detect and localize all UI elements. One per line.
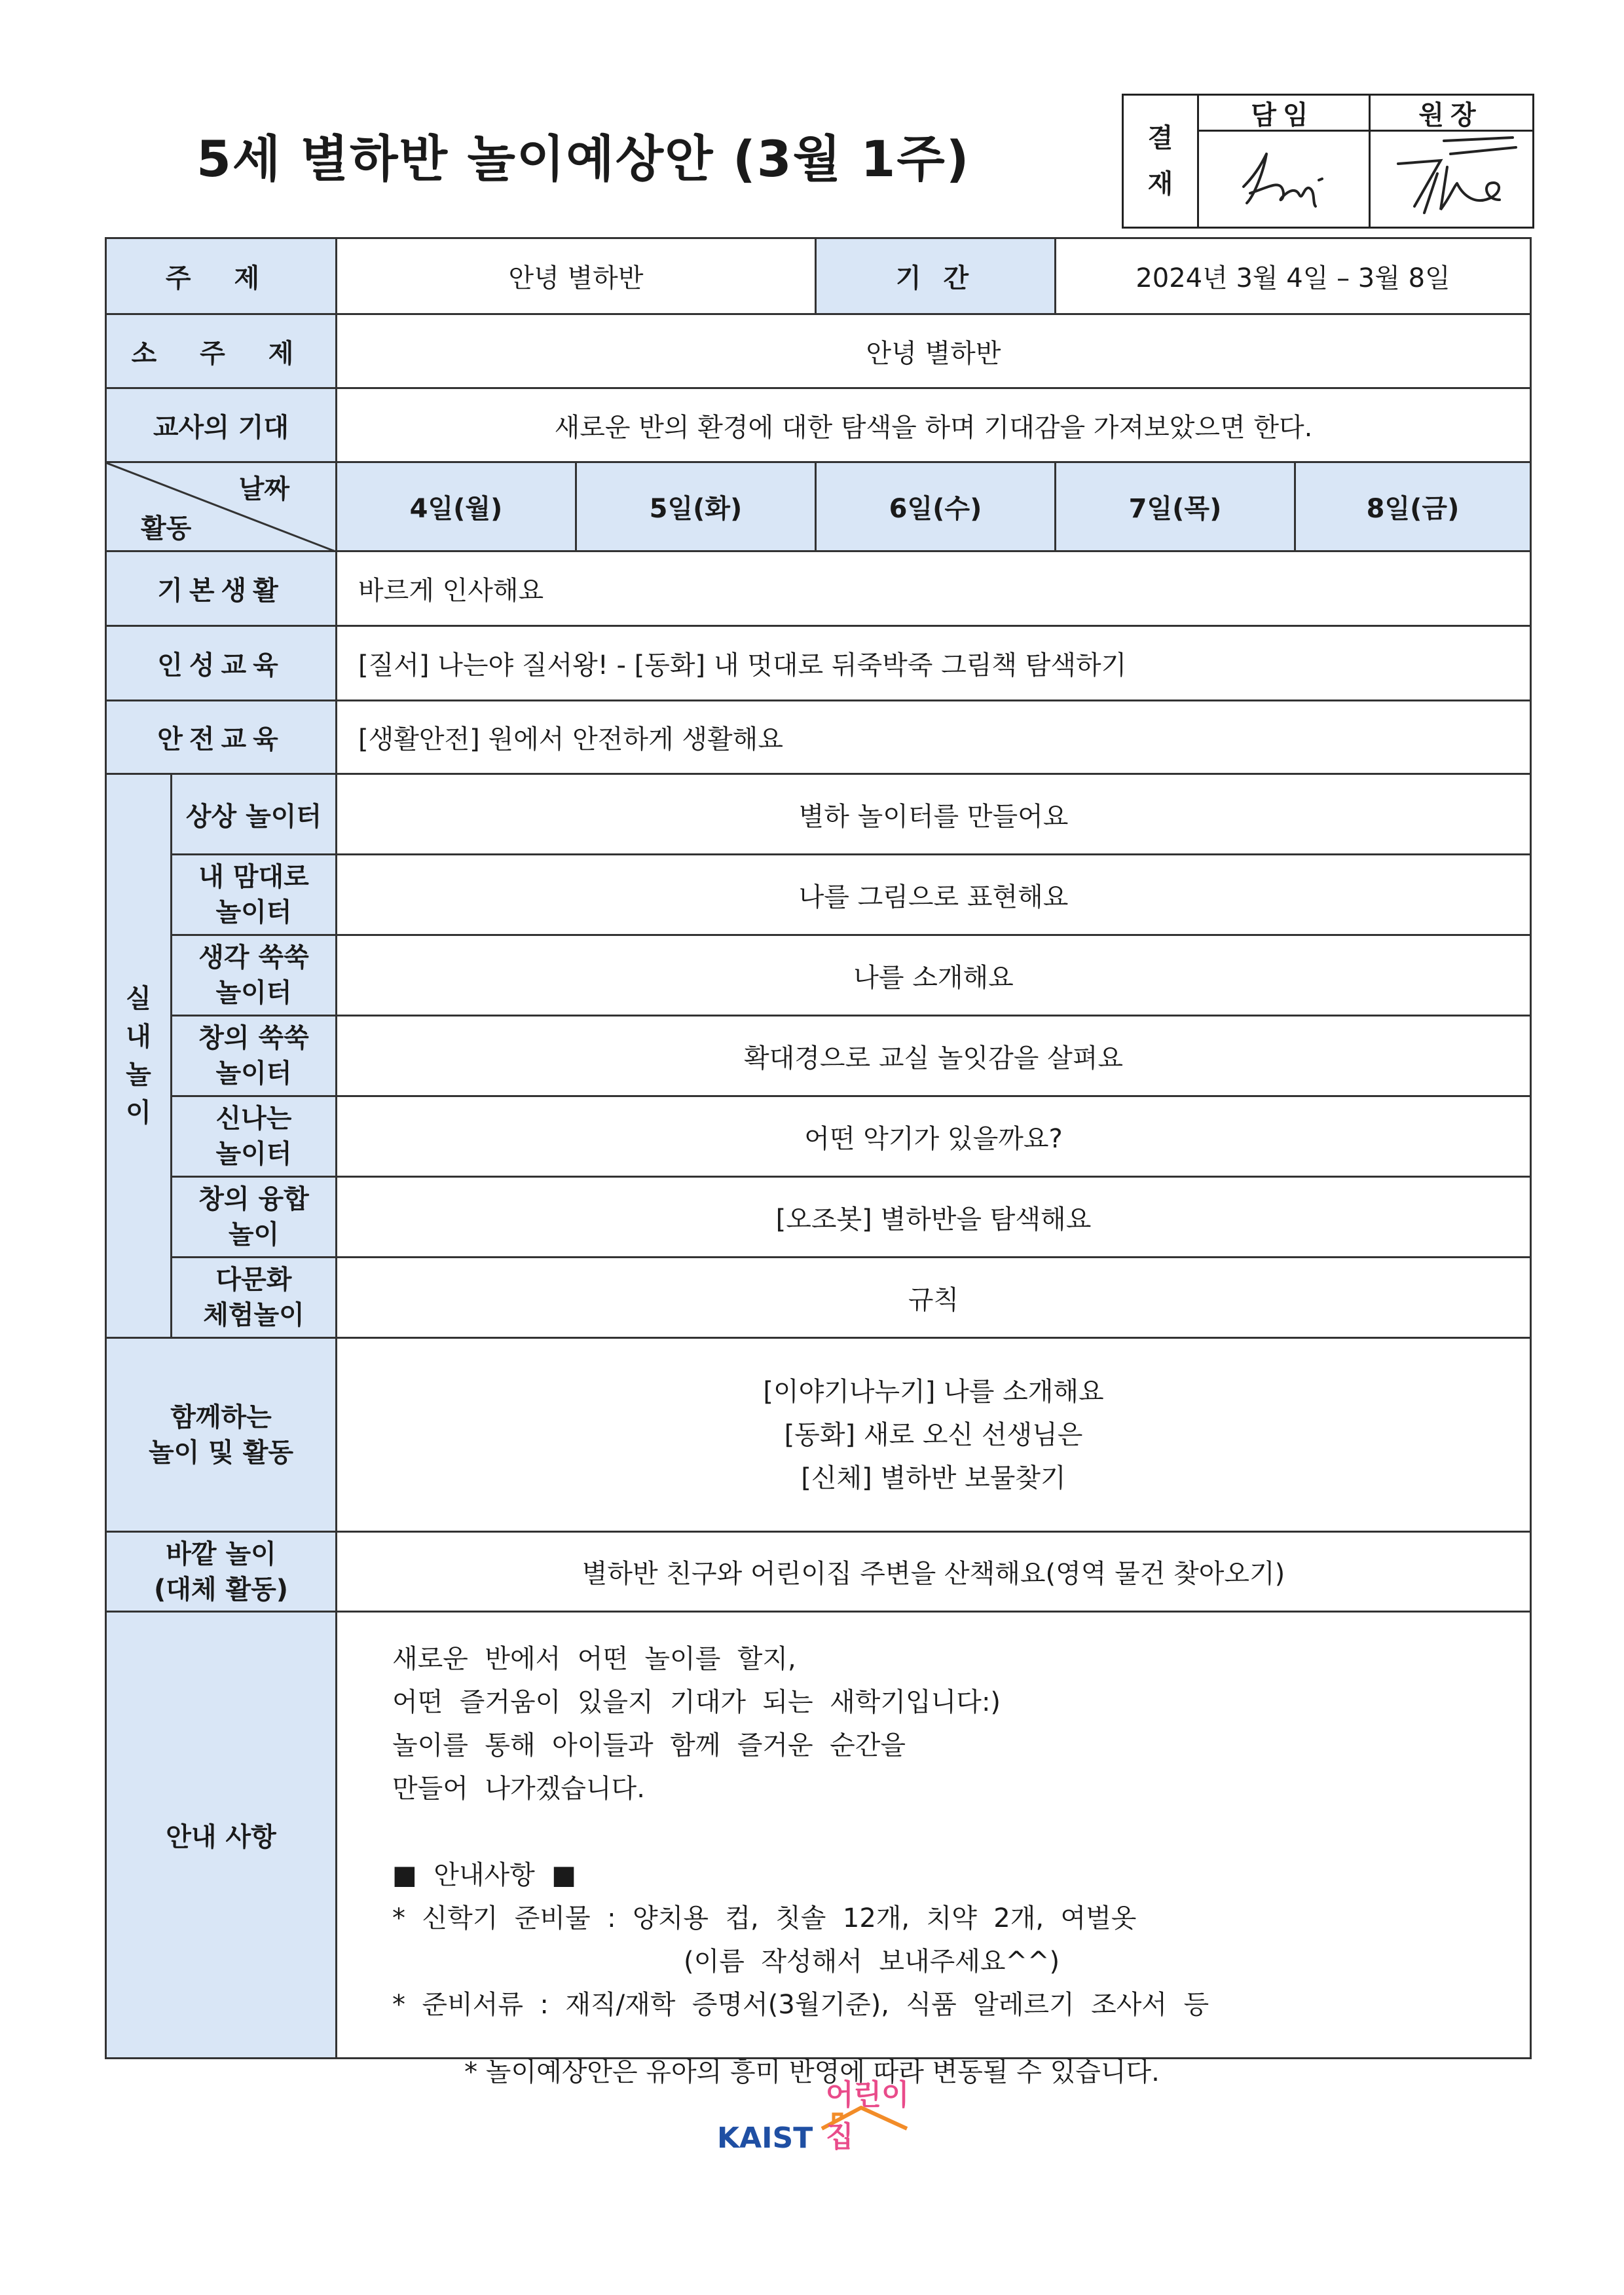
indoor-row-7 bbox=[106, 1258, 1531, 1338]
notice-line-1: 새로운 반에서 어떤 놀이를 할지, bbox=[392, 1644, 796, 1674]
indoor-label-7: 다문화 체험놀이 bbox=[172, 1258, 337, 1338]
indoor-label-2: 내 맘대로 놀이터 bbox=[172, 855, 337, 935]
approval-director bbox=[1369, 96, 1532, 227]
director-signature bbox=[1369, 132, 1532, 229]
indoor-row-2 bbox=[106, 855, 1531, 935]
day-thursday: 7일(목) bbox=[1056, 462, 1295, 551]
outdoor-value: 별하반 친구와 어린이집 주변을 산책해요(영역 물건 찾아오기) bbox=[337, 1532, 1531, 1612]
theme-value: 안녕 별하반 bbox=[337, 238, 816, 314]
expectation-label: 교사의 기대 bbox=[106, 388, 337, 462]
indoor-value-2: 나를 그림으로 표현해요 bbox=[337, 855, 1531, 935]
indoor-label-3: 생각 쑥쑥 놀이터 bbox=[172, 935, 337, 1016]
subtheme-label: 소 주 제 bbox=[106, 314, 337, 388]
day-wednesday: 6일(수) bbox=[816, 462, 1056, 551]
character-edu-label: 인성교육 bbox=[106, 626, 337, 701]
period-value: 2024년 3월 4일 – 3월 8일 bbox=[1056, 238, 1531, 314]
together-row bbox=[106, 1338, 1531, 1532]
subtheme-row bbox=[106, 314, 1531, 388]
theme-row bbox=[106, 238, 1531, 314]
expectation-row bbox=[106, 388, 1531, 462]
schedule-header-row bbox=[106, 462, 1531, 551]
together-line-2: [동화] 새로 오신 선생님은 bbox=[784, 1419, 1083, 1450]
indoor-group-label: 실 내 놀 이 bbox=[106, 774, 172, 1338]
indoor-value-7: 규칙 bbox=[337, 1258, 1531, 1338]
date-label: 날짜 bbox=[238, 474, 289, 504]
notice-line-2: 어떤 즐거움이 있을지 기대가 되는 새학기입니다:) bbox=[392, 1687, 1001, 1717]
footnote: * 놀이예상안은 유아의 흥미 반영에 따라 변동될 수 있습니다. bbox=[464, 2057, 1160, 2087]
notice-value bbox=[337, 1612, 1531, 2059]
indoor-row-1 bbox=[106, 774, 1531, 855]
approval-director-header: 원장 bbox=[1369, 96, 1532, 132]
indoor-value-3: 나를 소개해요 bbox=[337, 935, 1531, 1016]
date-activity-header bbox=[106, 462, 337, 551]
indoor-row-5 bbox=[106, 1096, 1531, 1177]
together-label: 함께하는 놀이 및 활동 bbox=[106, 1338, 337, 1532]
approval-label: 결 재 bbox=[1124, 96, 1199, 227]
plan-table bbox=[105, 237, 1532, 2059]
kaist-logo bbox=[717, 2078, 933, 2161]
notice-row bbox=[106, 1612, 1531, 2059]
approval-box bbox=[1122, 94, 1534, 229]
indoor-value-5: 어떤 악기가 있을까요? bbox=[337, 1096, 1531, 1177]
day-friday: 8일(금) bbox=[1295, 462, 1531, 551]
subtheme-value: 안녕 별하반 bbox=[337, 314, 1531, 388]
together-line-1: [이야기나누기] 나를 소개해요 bbox=[763, 1376, 1104, 1407]
together-line-3: [신체] 별하반 보물찾기 bbox=[801, 1463, 1066, 1493]
indoor-label-5: 신나는 놀이터 bbox=[172, 1096, 337, 1177]
outdoor-row bbox=[106, 1532, 1531, 1612]
notice-line-3: 놀이를 통해 아이들과 함께 즐거운 순간을 bbox=[392, 1730, 906, 1761]
indoor-row-3 bbox=[106, 935, 1531, 1016]
safety-edu-row bbox=[106, 701, 1531, 774]
logo-brand: KAIST bbox=[717, 2121, 813, 2155]
day-tuesday: 5일(화) bbox=[576, 462, 816, 551]
indoor-label-6: 창의 융합 놀이 bbox=[172, 1177, 337, 1258]
logo-sub: 어린이집 bbox=[826, 2078, 910, 2154]
approval-teacher bbox=[1197, 96, 1371, 227]
outdoor-label: 바깥 놀이 (대체 활동) bbox=[106, 1532, 337, 1612]
indoor-label-1: 상상 놀이터 bbox=[172, 774, 337, 855]
period-label: 기 간 bbox=[816, 238, 1056, 314]
indoor-value-6: [오조봇] 별하반을 탐색해요 bbox=[337, 1177, 1531, 1258]
basic-life-row bbox=[106, 551, 1531, 626]
day-monday: 4일(월) bbox=[337, 462, 576, 551]
safety-edu-label: 안전교육 bbox=[106, 701, 337, 774]
indoor-row-4 bbox=[106, 1016, 1531, 1096]
expectation-value: 새로운 반의 환경에 대한 탐색을 하며 기대감을 가져보았으면 한다. bbox=[337, 388, 1531, 462]
approval-teacher-header: 담임 bbox=[1197, 96, 1369, 132]
basic-life-label: 기본생활 bbox=[106, 551, 337, 626]
theme-label: 주 제 bbox=[106, 238, 337, 314]
activity-label: 활동 bbox=[141, 513, 192, 544]
notice-line-4: 만들어 나가겠습니다. bbox=[392, 1774, 645, 1804]
character-edu-row bbox=[106, 626, 1531, 701]
notice-line-8: (이름 작성해서 보내주세요^^) bbox=[392, 1947, 1060, 1977]
indoor-value-4: 확대경으로 교실 놀잇감을 살펴요 bbox=[337, 1016, 1531, 1096]
indoor-value-1: 별하 놀이터를 만들어요 bbox=[337, 774, 1531, 855]
character-edu-value: [질서] 나는야 질서왕! - [동화] 내 멋대로 뒤죽박죽 그림책 탐색하기 bbox=[337, 626, 1531, 701]
indoor-row-6 bbox=[106, 1177, 1531, 1258]
basic-life-value: 바르게 인사해요 bbox=[337, 551, 1531, 626]
page-title: 5세 별하반 놀이예상안 (3월 1주) bbox=[196, 130, 970, 188]
teacher-signature bbox=[1197, 132, 1369, 229]
notice-line-7: * 신학기 준비물 : 양치용 컵, 칫솔 12개, 치약 2개, 여벌옷 bbox=[392, 1903, 1137, 1933]
notice-line-9: * 준비서류 : 재직/재학 증명서(3월기준), 식품 알레르기 조사서 등 bbox=[392, 1990, 1209, 2020]
notice-label: 안내 사항 bbox=[106, 1612, 337, 2059]
notice-line-5 bbox=[392, 1810, 1530, 1854]
notice-line-6: ■ 안내사항 ■ bbox=[392, 1860, 577, 1890]
indoor-label-4: 창의 쑥쑥 놀이터 bbox=[172, 1016, 337, 1096]
together-value bbox=[337, 1338, 1531, 1532]
safety-edu-value: [생활안전] 원에서 안전하게 생활해요 bbox=[337, 701, 1531, 774]
